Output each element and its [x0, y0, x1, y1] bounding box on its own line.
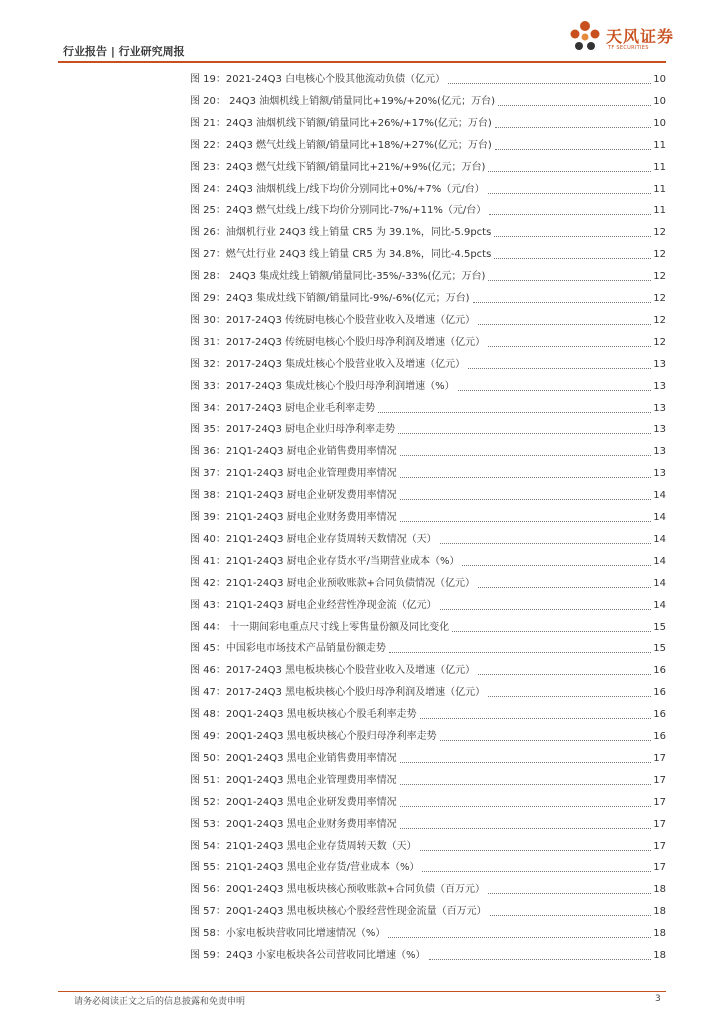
toc-entry-label: 图 48：20Q1-24Q3 黑电板块核心个股毛利率走势: [190, 709, 417, 721]
toc-entry[interactable]: [190, 946, 666, 962]
toc-entry[interactable]: [190, 771, 666, 787]
toc-entry[interactable]: [190, 924, 666, 940]
toc-entry-page: 12: [653, 249, 666, 261]
toc-entry[interactable]: [190, 727, 666, 743]
toc-entry-page: 14: [653, 490, 666, 502]
toc-entry[interactable]: [190, 92, 666, 108]
toc-entry-label: 图 46：2017-24Q3 黑电板块核心个股营业收入及增速（亿元）: [190, 665, 476, 677]
toc-entry-label: 图 36：21Q1-24Q3 厨电企业销售费用率情况: [190, 446, 397, 458]
toc-leader-dots: [495, 126, 651, 128]
footer-divider: [58, 991, 666, 992]
toc-leader-dots: [494, 257, 651, 259]
toc-leader-dots: [400, 520, 652, 522]
toc-entry-page: 10: [653, 95, 666, 107]
toc-entry-label: 图 42：21Q1-24Q3 厨电企业预收账款+合同负债情况（亿元）: [190, 577, 475, 589]
toc-leader-dots: [378, 411, 651, 413]
toc-entry-page: 17: [653, 752, 666, 764]
toc-entry[interactable]: [190, 837, 666, 853]
toc-entry[interactable]: [190, 267, 666, 283]
tf-flower-icon: [568, 19, 602, 57]
toc-entry-page: 15: [653, 621, 666, 633]
toc-entry-page: 11: [653, 205, 666, 217]
toc-entry-page: 14: [653, 577, 666, 589]
toc-leader-dots: [440, 542, 652, 544]
toc-entry-page: 13: [653, 424, 666, 436]
toc-entry-page: 16: [653, 709, 666, 721]
toc-entry-label: 图 51：20Q1-24Q3 黑电企业管理费用率情况: [190, 774, 397, 786]
toc-leader-dots: [478, 586, 651, 588]
toc-entry[interactable]: [190, 245, 666, 261]
toc-leader-dots: [494, 235, 651, 237]
toc-entry-page: 12: [653, 293, 666, 304]
toc-entry-label: 图 38：21Q1-24Q3 厨电企业研发费用率情况: [190, 490, 397, 502]
toc-leader-dots: [478, 673, 651, 675]
toc-entry[interactable]: [190, 70, 666, 86]
toc-entry-page: 13: [653, 402, 666, 414]
toc-entry[interactable]: [190, 399, 666, 415]
toc-entry-label: 图 58：小家电板块营收同比增速情况（%）: [190, 928, 386, 940]
toc-entry[interactable]: [190, 201, 666, 217]
toc-entry-page: 12: [653, 336, 666, 348]
toc-entry-page: 10: [653, 117, 666, 129]
toc-entry-page: 17: [653, 862, 666, 874]
toc-leader-dots: [388, 936, 651, 938]
toc-entry[interactable]: [190, 158, 666, 174]
report-category: 行业报告 | 行业研究周报: [63, 45, 185, 58]
toc-leader-dots: [452, 630, 651, 632]
toc-leader-dots: [488, 279, 651, 281]
toc-entry[interactable]: [190, 552, 666, 568]
logo-subtitle: TF SECURITIES: [608, 45, 649, 51]
toc-leader-dots: [400, 783, 652, 785]
toc-entry-label: 图 33：2017-24Q3 集成灶核心个股归母净利润增速（%）: [190, 380, 455, 392]
company-logo: [568, 19, 678, 59]
toc-leader-dots: [462, 564, 651, 566]
toc-entry-label: 图 27：燃气灶行业 24Q3 线上销量 CR5 为 34.8%，同比-4.5pcts: [190, 249, 492, 261]
page-number: 3: [655, 994, 661, 1004]
toc-entry-label: 图 23：24Q3 燃气灶线下销额/销量同比+21%/+9%(亿元；万台): [190, 161, 486, 173]
toc-entry-label: 图 49：20Q1-24Q3 黑电板块核心个股归母净利率走势: [190, 731, 437, 742]
toc-entry-label: 图 28： 24Q3 集成灶线上销额/销量同比-35%/-33%(亿元；万台): [190, 271, 486, 283]
toc-leader-dots: [488, 192, 652, 194]
header-divider: [58, 61, 666, 63]
toc-entry[interactable]: [190, 596, 666, 612]
toc-entry-page: 13: [653, 446, 666, 458]
toc-entry-page: 17: [653, 818, 666, 830]
toc-entry-page: 16: [653, 687, 666, 699]
toc-leader-dots: [489, 213, 651, 215]
toc-entry-page: 14: [653, 533, 666, 545]
toc-leader-dots: [488, 345, 651, 347]
toc-leader-dots: [458, 389, 652, 391]
toc-entry-label: 图 47：2017-24Q3 黑电板块核心个股归母净利润及增速（亿元）: [190, 687, 486, 699]
toc-entry[interactable]: [190, 749, 666, 765]
toc-entry-label: 图 24：24Q3 油烟机线上/线下均价分别同比+0%/+7%（元/台）: [190, 183, 485, 195]
toc-entry[interactable]: [190, 705, 666, 721]
toc-leader-dots: [420, 849, 652, 851]
toc-entry-label: 图 40：21Q1-24Q3 厨电企业存货周转天数情况（天）: [190, 533, 437, 545]
toc-entry-page: 14: [653, 555, 666, 567]
toc-leader-dots: [448, 82, 651, 84]
toc-entry-label: 图 32：2017-24Q3 集成灶核心个股营业收入及增速（亿元）: [190, 358, 466, 370]
toc-entry-label: 图 52：20Q1-24Q3 黑电企业研发费用率情况: [190, 796, 397, 808]
toc-leader-dots: [478, 323, 651, 325]
toc-entry[interactable]: [190, 442, 666, 458]
toc-leader-dots: [440, 739, 652, 741]
toc-entry-label: 图 21：24Q3 油烟机线下销额/销量同比+26%/+17%(亿元；万台): [190, 117, 492, 129]
toc-entry-label: 图 39：21Q1-24Q3 厨电企业财务费用率情况: [190, 512, 397, 523]
toc-leader-dots: [398, 432, 651, 434]
toc-entry-label: 图 19：2021-24Q3 白电核心个股其他流动负债（亿元）: [190, 74, 446, 85]
toc-entry[interactable]: [190, 486, 666, 502]
toc-entry-page: 16: [653, 731, 666, 742]
toc-entry-label: 图 53：20Q1-24Q3 黑电企业财务费用率情况: [190, 818, 397, 830]
toc-entry[interactable]: [190, 858, 666, 874]
toc-entry-label: 图 20： 24Q3 油烟机线上销额/销量同比+19%/+20%(亿元；万台): [190, 95, 495, 107]
toc-leader-dots: [400, 454, 652, 456]
toc-leader-dots: [473, 301, 652, 303]
toc-leader-dots: [429, 958, 652, 960]
toc-entry[interactable]: [190, 508, 666, 524]
toc-entry[interactable]: [190, 793, 666, 809]
toc-leader-dots: [490, 914, 652, 916]
toc-entry[interactable]: [190, 420, 666, 436]
toc-entry-label: 图 56：20Q1-24Q3 黑电板块核心预收账款+合同负债（百万元）: [190, 884, 485, 896]
toc-entry-page: 13: [653, 380, 666, 392]
toc-entry-page: 17: [653, 840, 666, 852]
toc-entry-page: 18: [653, 884, 666, 896]
toc-entry-label: 图 31：2017-24Q3 传统厨电核心个股归母净利润及增速（亿元）: [190, 336, 486, 348]
toc-entry-label: 图 50：20Q1-24Q3 黑电企业销售费用率情况: [190, 752, 397, 764]
toc-entry-page: 14: [653, 599, 666, 611]
toc-entry-label: 图 25：24Q3 燃气灶线上/线下均价分别同比-7%/+11%（元/台）: [190, 205, 487, 217]
toc-entry-label: 图 29：24Q3 集成灶线下销额/销量同比-9%/-6%(亿元；万台): [190, 293, 470, 304]
toc-entry[interactable]: [190, 880, 666, 896]
toc-entry[interactable]: [190, 136, 666, 152]
logo-wordmark: 天风证券: [606, 27, 675, 46]
toc-entry[interactable]: [190, 618, 666, 634]
toc-entry[interactable]: [190, 355, 666, 371]
toc-leader-dots: [400, 805, 652, 807]
toc-entry-label: 图 30：2017-24Q3 传统厨电核心个股营业收入及增速（亿元）: [190, 314, 476, 326]
toc-entry-page: 11: [653, 139, 666, 151]
toc-entry[interactable]: [190, 180, 666, 196]
toc-entry-page: 18: [653, 950, 666, 961]
toc-entry[interactable]: [190, 114, 666, 130]
toc-entry-page: 11: [653, 183, 666, 195]
toc-entry-page: 11: [653, 161, 666, 173]
toc-entry[interactable]: [190, 661, 666, 677]
toc-entry[interactable]: [190, 333, 666, 349]
toc-entry[interactable]: [190, 815, 666, 831]
toc-entry-page: 10: [653, 74, 666, 85]
toc-entry[interactable]: [190, 530, 666, 546]
toc-leader-dots: [400, 498, 652, 500]
toc-entry[interactable]: [190, 574, 666, 590]
toc-leader-dots: [488, 170, 651, 172]
toc-entry-page: 17: [653, 774, 666, 786]
toc-leader-dots: [400, 761, 652, 763]
toc-leader-dots: [440, 608, 652, 610]
toc-entry-page: 12: [653, 227, 666, 239]
toc-leader-dots: [495, 148, 651, 150]
toc-entry-page: 14: [653, 512, 666, 523]
toc-leader-dots: [420, 717, 652, 719]
toc-leader-dots: [400, 476, 652, 478]
toc-entry-page: 18: [653, 906, 666, 918]
toc-entry-label: 图 22：24Q3 燃气灶线上销额/销量同比+18%/+27%(亿元；万台): [190, 139, 492, 151]
toc-entry[interactable]: [190, 289, 666, 305]
toc-entry-page: 13: [653, 468, 666, 480]
toc-entry[interactable]: [190, 639, 666, 655]
toc-entry[interactable]: [190, 223, 666, 239]
toc-entry-label: 图 35：2017-24Q3 厨电企业归母净利率走势: [190, 424, 396, 436]
toc-entry[interactable]: [190, 311, 666, 327]
toc-entry-label: 图 41：21Q1-24Q3 厨电企业存货水平/当期营业成本（%）: [190, 555, 460, 567]
toc-entry-page: 15: [653, 643, 666, 655]
toc-leader-dots: [389, 651, 651, 653]
toc-entry[interactable]: [190, 683, 666, 699]
toc-entry-label: 图 57：20Q1-24Q3 黑电板块核心个股经营性现金流量（百万元）: [190, 906, 487, 918]
toc-leader-dots: [468, 367, 651, 369]
toc-entry-page: 12: [653, 314, 666, 326]
toc-entry[interactable]: [190, 464, 666, 480]
toc-entry[interactable]: [190, 377, 666, 393]
toc-entry-label: 图 26：油烟机行业 24Q3 线上销量 CR5 为 39.1%，同比-5.9pcts: [190, 227, 492, 239]
toc-leader-dots: [498, 104, 651, 106]
toc-entry-label: 图 43：21Q1-24Q3 厨电企业经营性净现金流（亿元）: [190, 599, 437, 611]
toc-entry-label: 图 37：21Q1-24Q3 厨电企业管理费用率情况: [190, 468, 397, 480]
toc-entry-page: 17: [653, 796, 666, 808]
toc-leader-dots: [400, 827, 652, 829]
toc-leader-dots: [422, 870, 651, 872]
toc-entry-page: 13: [653, 358, 666, 370]
toc-entry-label: 图 54：21Q1-24Q3 黑电企业存货周转天数（天）: [190, 840, 417, 852]
toc-entry-label: 图 44： 十一期间彩电重点尺寸线上零售量份额及同比变化: [190, 621, 450, 633]
page-header: [0, 0, 724, 62]
toc-leader-dots: [488, 892, 651, 894]
footer-disclaimer: 请务必阅读正文之后的信息披露和免责申明: [74, 997, 246, 1007]
toc-leader-dots: [488, 695, 651, 697]
toc-entry-label: 图 59：24Q3 小家电板块各公司营收同比增速（%）: [190, 950, 426, 961]
toc-entry-label: 图 55：21Q1-24Q3 黑电企业存货/营业成本（%）: [190, 862, 420, 874]
toc-entry-page: 18: [653, 928, 666, 940]
toc-entry-label: 图 34：2017-24Q3 厨电企业毛利率走势: [190, 402, 376, 414]
toc-entry[interactable]: [190, 902, 666, 918]
toc-entry-label: 图 45：中国彩电市场技术产品销量份额走势: [190, 643, 386, 655]
toc-entry-page: 16: [653, 665, 666, 677]
toc-entry-page: 12: [653, 271, 666, 283]
